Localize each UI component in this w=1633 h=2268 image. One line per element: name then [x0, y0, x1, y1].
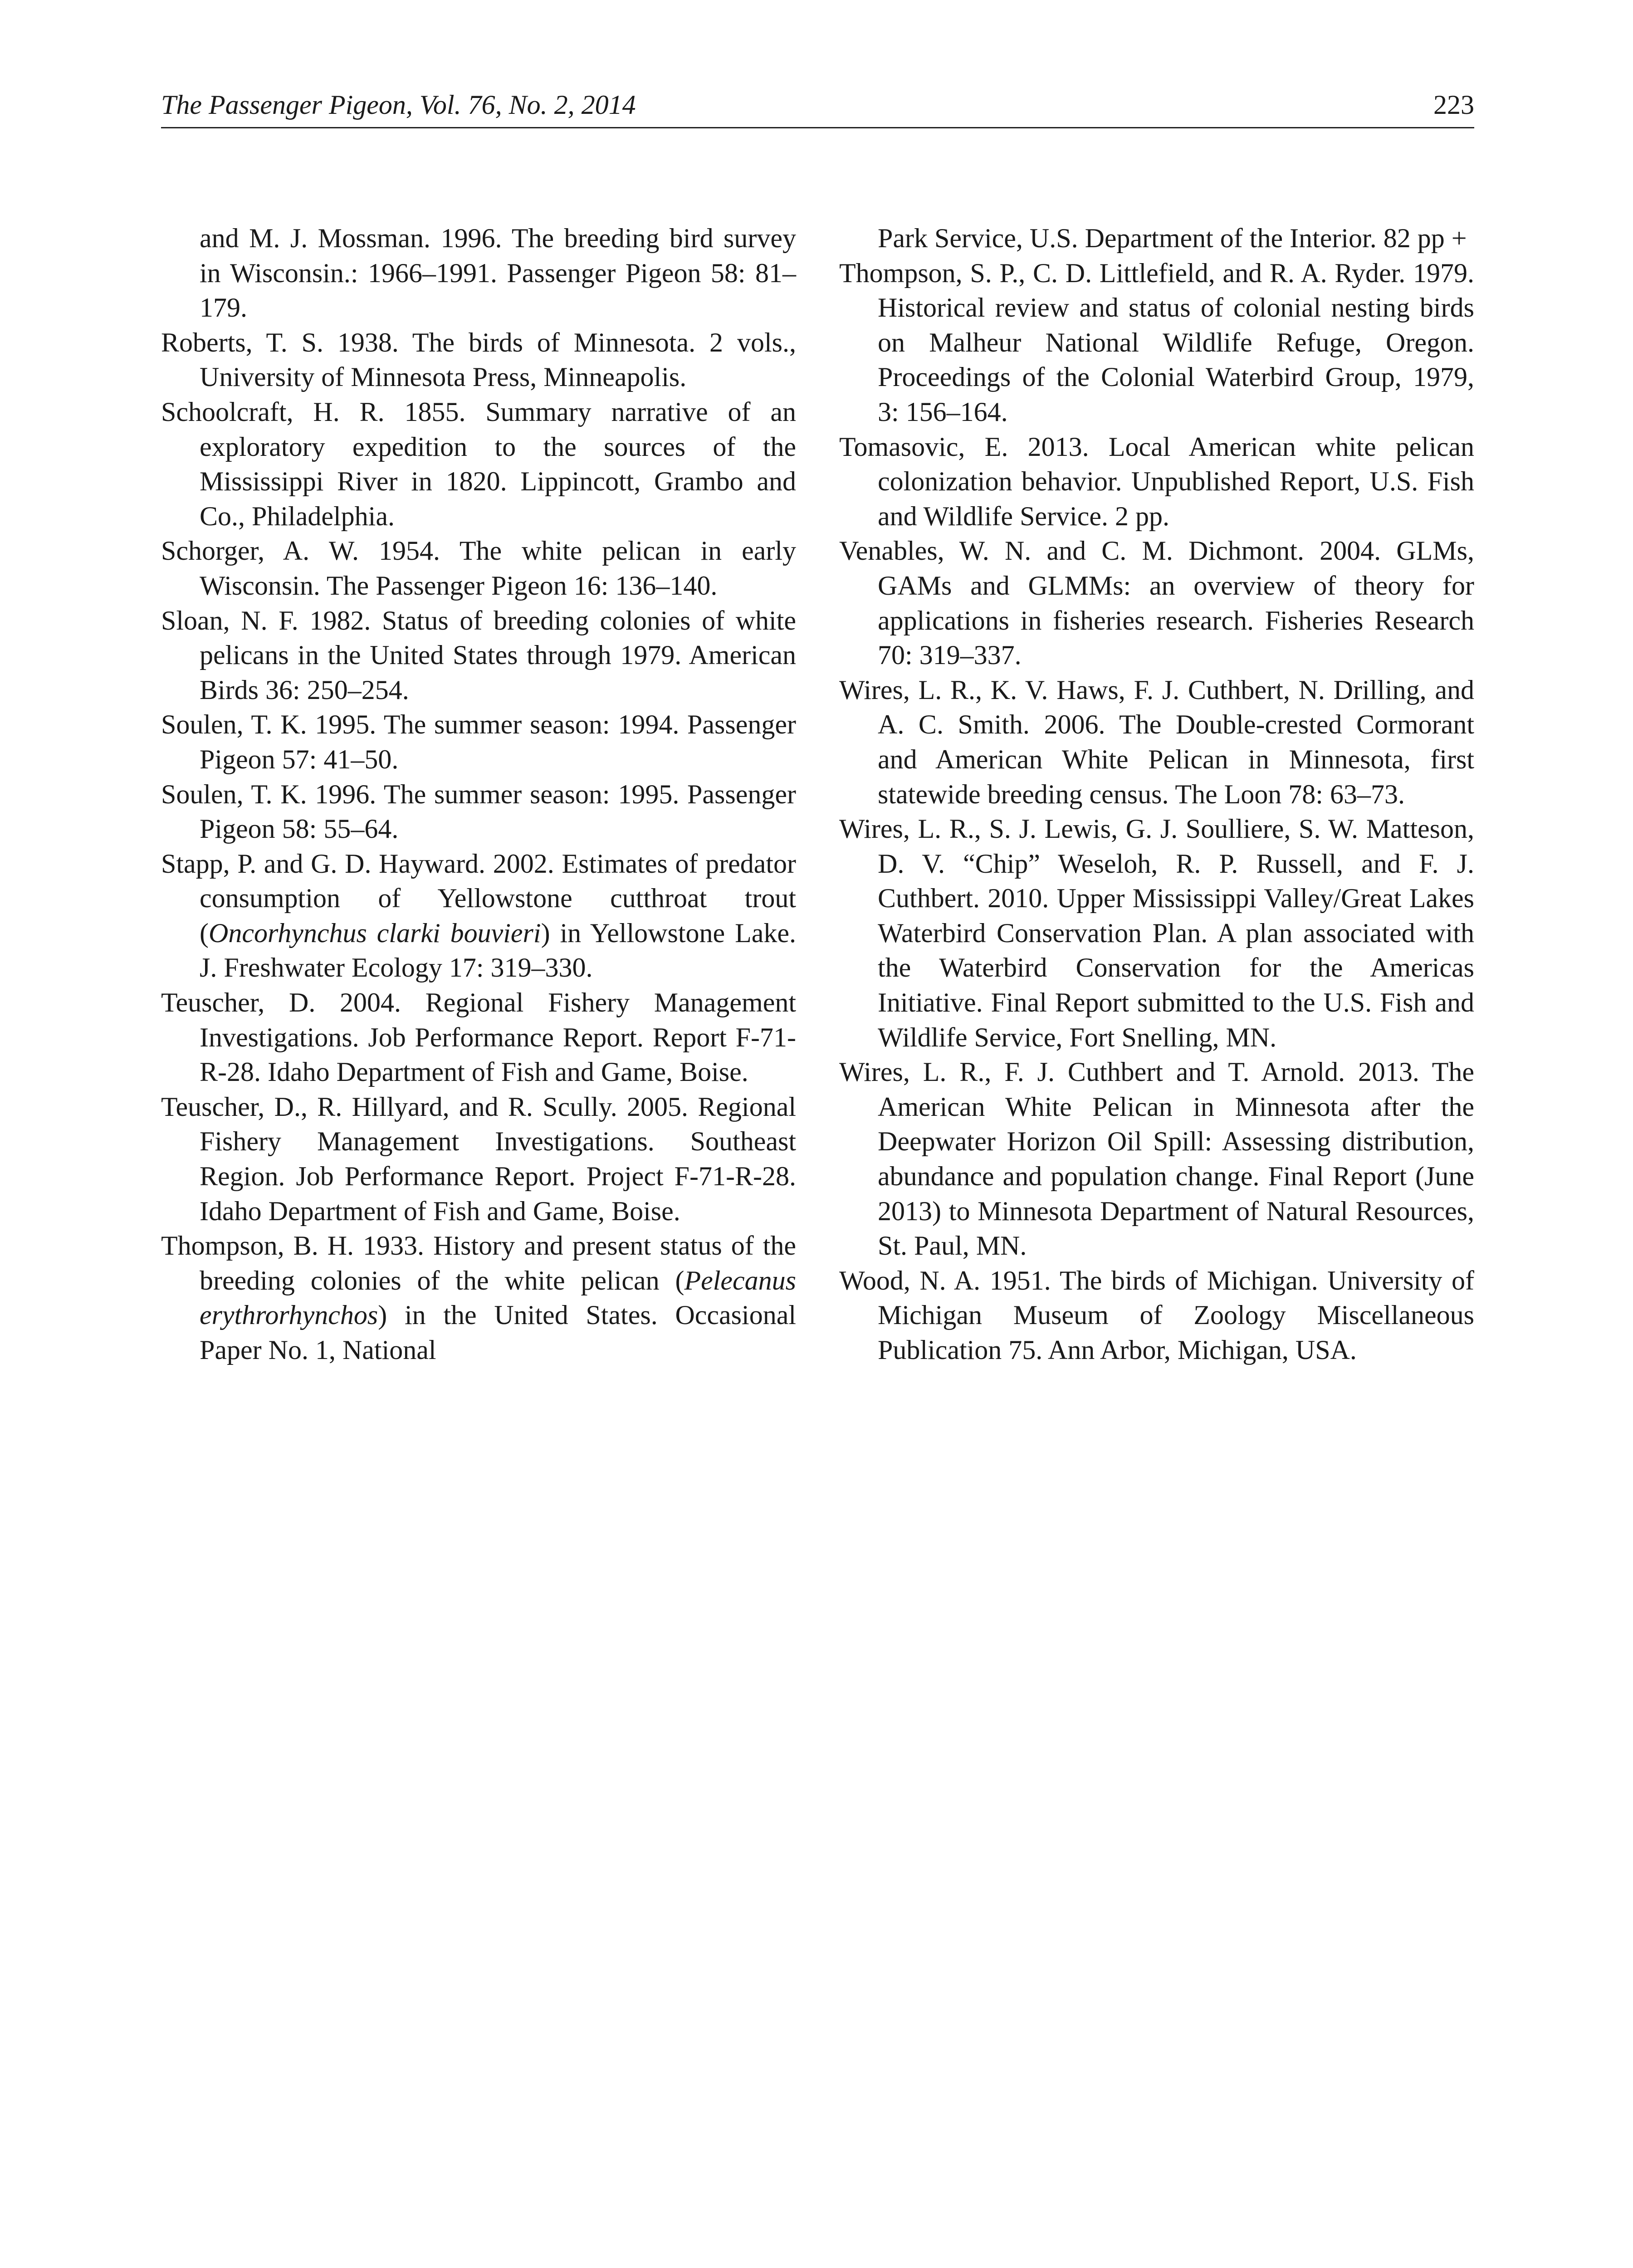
- reference-text: Thompson, B. H. 1933. History and present status of the breeding colonies of the white pelican (: [161, 1231, 796, 1295]
- reference-entry: Soulen, T. K. 1995. The summer season: 1994. Passenger Pigeon 57: 41–50.: [161, 709, 796, 774]
- reference-text: ) in Yellowstone Lake. J. Freshwater Ecology 17: 319–330.: [200, 918, 796, 983]
- reference-text: ) in the United States. Occasional Paper No. 1, National: [200, 1300, 796, 1365]
- species-name: Oncorhynchus clarki bouvieri: [208, 918, 541, 948]
- reference-entry: Sloan, N. F. 1982. Status of breeding colonies of white pelicans in the United States through 1979. American Birds 36: 250–254.: [161, 605, 796, 705]
- reference-text: Stapp, P. and G. D. Hayward. 2002. Estimates of predator consumption of Yellowstone cutthroat trout (: [161, 848, 796, 948]
- reference-entry: Venables, W. N. and C. M. Dichmont. 2004. GLMs, GAMs and GLMMs: an overview of theory for applications in fisheries research. Fisheries Research 70: 319–337.: [839, 536, 1474, 670]
- reference-entry: Thompson, S. P., C. D. Littlefield, and R. A. Ryder. 1979. Historical review and status of colonial nesting birds on Malheur National Wildlife Refuge, Oregon. Proceedings of the Colonial Waterbird Group, 1979, 3: 156–164.: [839, 258, 1474, 427]
- reference-entry: Schorger, A. W. 1954. The white pelican in early Wisconsin. The Passenger Pigeon 16: 136–140.: [161, 536, 796, 601]
- species-name: Pelecanus erythrorhynchos: [200, 1265, 796, 1330]
- journal-title: The Passenger Pigeon, Vol. 76, No. 2, 2014: [161, 90, 636, 120]
- reference-entry: Wires, L. R., K. V. Haws, F. J. Cuthbert, N. Drilling, and A. C. Smith. 2006. The Double-crested Cormorant and American White Pelican in Minnesota, first statewide breeding census. The Loon 78: 63–73.: [839, 675, 1474, 809]
- references-right-column: [839, 221, 1474, 1368]
- reference-entry: [161, 1228, 796, 1367]
- reference-entry: Schoolcraft, H. R. 1855. Summary narrative of an exploratory expedition to the sources of the Mississippi River in 1820. Lippincott, Grambo and Co., Philadelphia.: [161, 396, 796, 531]
- reference-entry: Tomasovic, E. 2013. Local American white pelican colonization behavior. Unpublished Report, U.S. Fish and Wildlife Service. 2 pp.: [839, 431, 1474, 531]
- reference-entry: [161, 846, 796, 985]
- reference-entry: Wires, L. R., S. J. Lewis, G. J. Soulliere, S. W. Matteson, D. V. “Chip” Weseloh, R. P. Russell, and F. J. Cuthbert. 2010. Upper Mississippi Valley/Great Lakes Waterbird Conservation Plan. A plan associated with the Waterbird Conservation for the Americas Initiative. Final Report submitted to the U.S. Fish and Wildlife Service, Fort Snelling, MN.: [839, 814, 1474, 1052]
- reference-entry: and M. J. Mossman. 1996. The breeding bird survey in Wisconsin.: 1966–1991. Passenger Pigeon 58: 81–179.: [200, 223, 796, 323]
- running-header: [161, 85, 1474, 128]
- reference-entry: Roberts, T. S. 1938. The birds of Minnesota. 2 vols., University of Minnesota Press, Minneapolis.: [161, 327, 796, 392]
- references-left-column: [161, 221, 796, 1368]
- reference-entry: Soulen, T. K. 1996. The summer season: 1995. Passenger Pigeon 58: 55–64.: [161, 779, 796, 844]
- page-number: 223: [1433, 90, 1474, 120]
- reference-entry: Wires, L. R., F. J. Cuthbert and T. Arnold. 2013. The American White Pelican in Minnesota after the Deepwater Horizon Oil Spill: Assessing distribution, abundance and population change. Final Report (June 2013) to Minnesota Department of Natural Resources, St. Paul, MN.: [839, 1057, 1474, 1261]
- reference-entry: Teuscher, D., R. Hillyard, and R. Scully. 2005. Regional Fishery Management Investigations. Southeast Region. Job Performance Report. Project F-71-R-28. Idaho Department of Fish and Game, Boise.: [161, 1091, 796, 1226]
- reference-entry: Wood, N. A. 1951. The birds of Michigan. University of Michigan Museum of Zoology Miscellaneous Publication 75. Ann Arbor, Michigan, USA.: [839, 1265, 1474, 1365]
- reference-entry: Teuscher, D. 2004. Regional Fishery Management Investigations. Job Performance Report. Report F-71-R-28. Idaho Department of Fish and Game, Boise.: [161, 987, 796, 1087]
- reference-entry: Park Service, U.S. Department of the Interior. 82 pp +: [878, 223, 1467, 253]
